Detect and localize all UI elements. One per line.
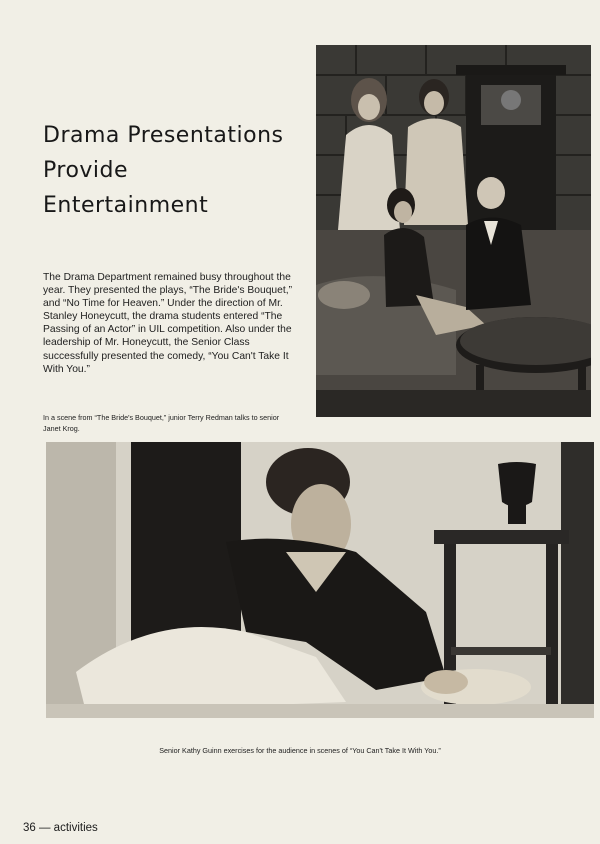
headline-line-2: Provide <box>43 158 129 183</box>
headline-line-3: Entertainment <box>43 193 209 218</box>
photo1-caption: In a scene from “The Bride's Bouquet,” junior Terry Redman talks to senior Janet Krog. <box>43 413 280 433</box>
article-body: The Drama Department remained busy throughout the year. They presented the plays, “The Bride's Bouquet,” and “No Time for Heaven.” Under the direction of Mr. Stanley Honeycutt, the drama students entered “The Passing of an Actor” in UIL competition. Also under the leadership of Mr. Honeycutt, the Senior Class successfully presented the comedy, “You Can't Take It With You.” <box>43 272 293 375</box>
photo2-caption: Senior Kathy Guinn exercises for the audience in scenes of “You Can't Take It With You.” <box>159 746 441 755</box>
kathy-guinn-exercise-photo <box>46 442 594 718</box>
headline-line-1: Drama Presentations <box>43 123 284 148</box>
brides-bouquet-scene-photo <box>316 45 591 417</box>
page-folio: 36 — activities <box>23 822 98 834</box>
page-headline <box>43 118 303 223</box>
